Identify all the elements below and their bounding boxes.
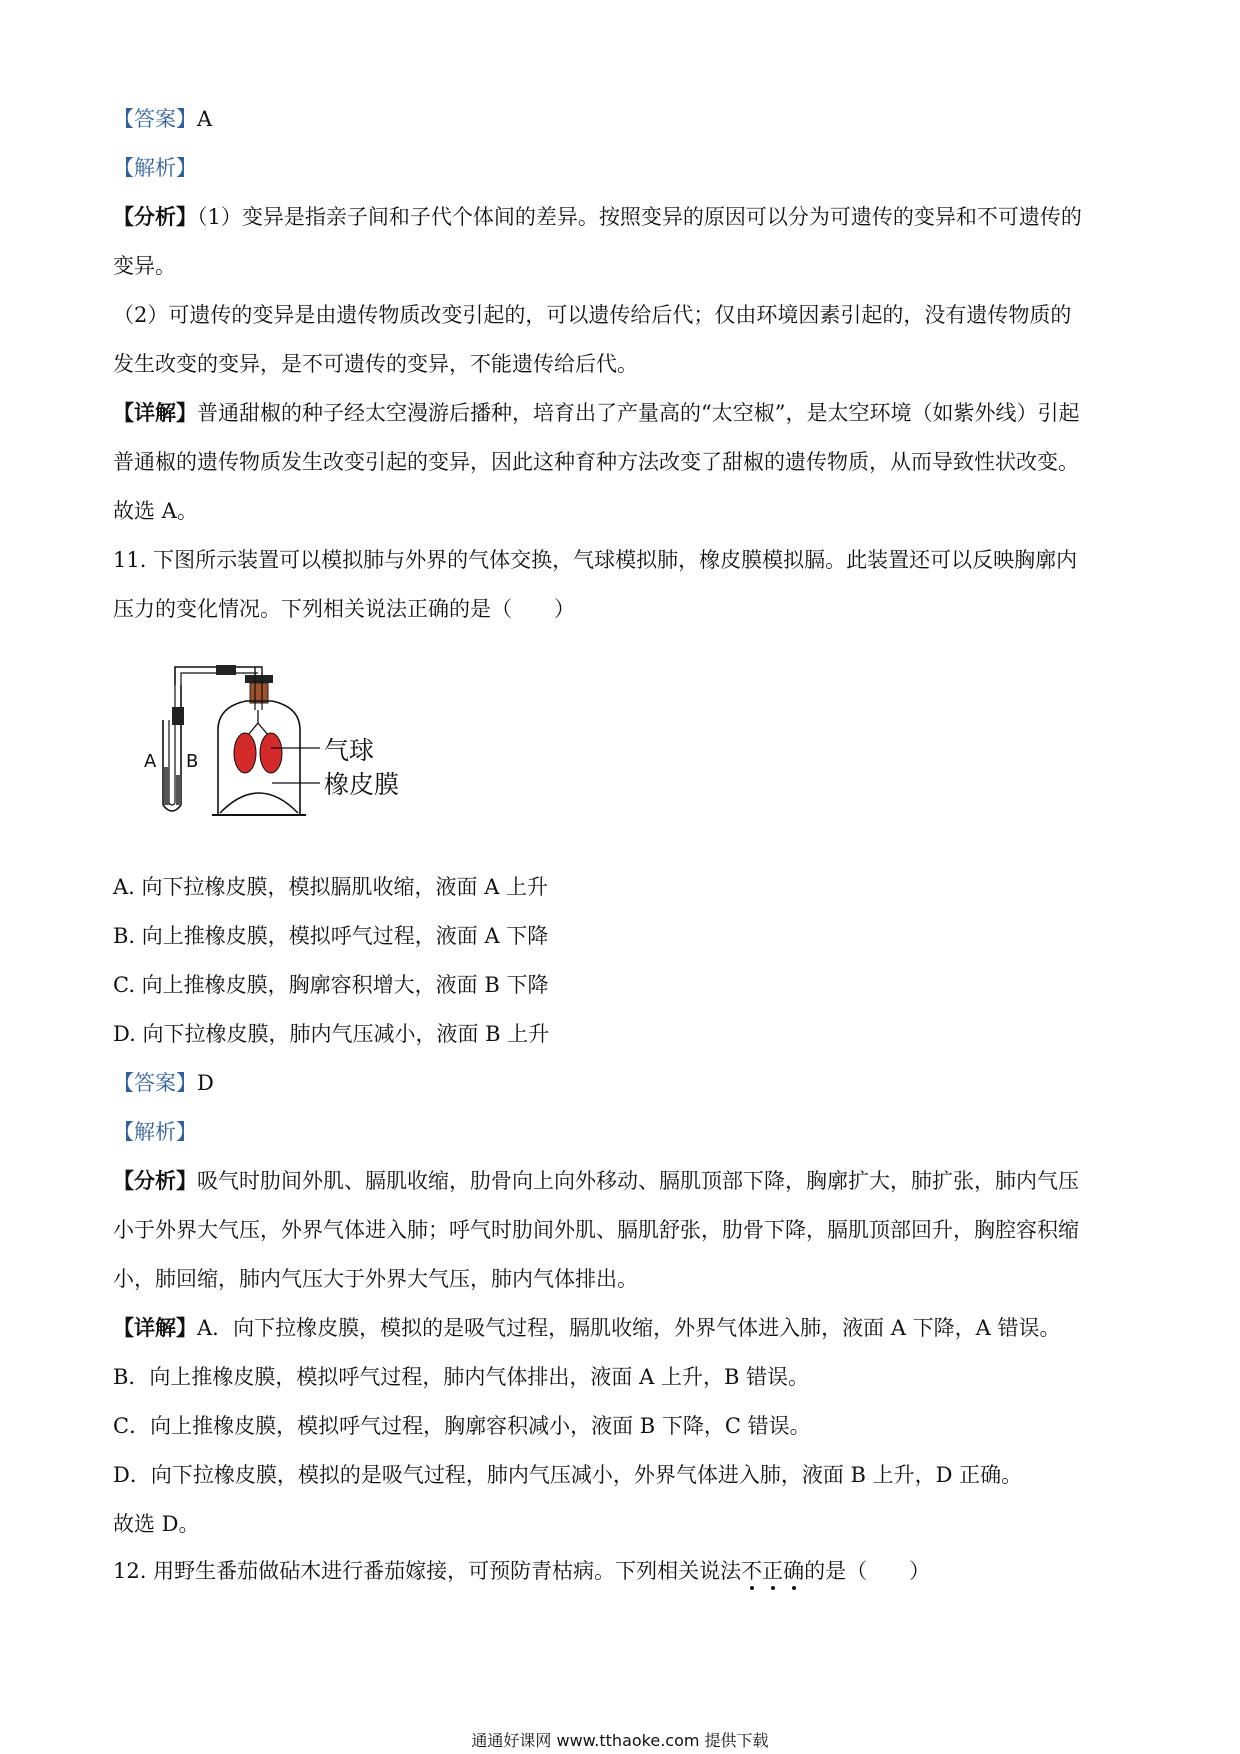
bell-jar-stopper bbox=[250, 683, 268, 703]
detail-tag: 【详解】 bbox=[113, 1315, 197, 1340]
detail-line bbox=[113, 1362, 809, 1392]
answer-tag: 【答案】 bbox=[113, 107, 197, 131]
question-text: 12. 用野生番茄做砧木进行番茄嫁接，可预防青枯病。下列相关说法 bbox=[113, 1559, 742, 1583]
balloon-right bbox=[260, 733, 282, 773]
conclusion-text: 故选 D。 bbox=[113, 1512, 200, 1536]
page-footer: 通通好课网 www.tthaoke.com 提供下载 bbox=[471, 1731, 769, 1750]
bell-jar bbox=[218, 701, 300, 815]
u-tube-bend-inner bbox=[169, 803, 175, 805]
detail-text: 普通椒的遗传物质发生改变引起的变异，因此这种育种方法改变了甜椒的遗传物质，从而导致性状改变。 bbox=[113, 450, 1079, 474]
explanation-tag: 【解析】 bbox=[113, 156, 197, 180]
option-text: A. 向下拉橡皮膜，模拟膈肌收缩，液面 A 上升 bbox=[113, 875, 549, 899]
option-text: C. 向上推橡皮膜，胸廓容积增大，液面 B 下降 bbox=[113, 973, 549, 997]
connector-clamp bbox=[172, 707, 184, 725]
bronchi bbox=[248, 710, 268, 735]
analysis-line bbox=[113, 1215, 1079, 1245]
label-b: B bbox=[186, 751, 199, 772]
analysis-text: 小，肺回缩，肺内气压大于外界大气压，肺内气体排出。 bbox=[113, 1267, 638, 1291]
option-text: D. 向下拉橡皮膜，肺内气压减小，液面 B 上升 bbox=[113, 1022, 550, 1046]
analysis-tag: 【分析】 bbox=[113, 204, 197, 229]
option-text: B. 向上推橡皮膜，模拟呼气过程，液面 A 下降 bbox=[113, 924, 549, 948]
bell-jar-stopper-top bbox=[245, 675, 273, 683]
label-a: A bbox=[144, 751, 157, 772]
detail-line bbox=[113, 447, 1079, 477]
analysis-text: 吸气时肋间外肌、膈肌收缩，肋骨向上向外移动、膈肌顶部下降，胸廓扩大，肺扩张，肺内气压 bbox=[197, 1169, 1079, 1193]
analysis-line bbox=[113, 1166, 1079, 1196]
balloon-left bbox=[234, 733, 256, 773]
detail-tag: 【详解】 bbox=[113, 400, 197, 425]
analysis-line bbox=[113, 251, 176, 281]
detail-text: B．向上推橡皮膜，模拟呼气过程，肺内气体排出，液面 A 上升，B 错误。 bbox=[113, 1365, 810, 1389]
explanation-tag: 【解析】 bbox=[113, 1120, 197, 1144]
analysis-line bbox=[113, 1264, 638, 1294]
label-membrane: 橡皮膜 bbox=[324, 770, 400, 799]
detail-line bbox=[113, 1313, 1061, 1343]
question-12-stem bbox=[113, 1556, 930, 1586]
analysis-text: 小于外界大气压，外界气体进入肺；呼气时肋间外肌、膈肌舒张，肋骨下降，膈肌顶部回升，胸腔容积缩 bbox=[113, 1218, 1079, 1242]
analysis-text: 变异。 bbox=[113, 254, 176, 278]
question-text: 11. 下图所示装置可以模拟肺与外界的气体交换，气球模拟肺，橡皮膜模拟膈。此装置还可以反映胸廓内 bbox=[113, 548, 1078, 572]
answer-tag: 【答案】 bbox=[113, 1071, 197, 1095]
conclusion-line bbox=[113, 1509, 200, 1539]
analysis-tag: 【分析】 bbox=[113, 1168, 197, 1193]
answer-value: A bbox=[197, 107, 213, 131]
emphasis-char: 确 bbox=[783, 1559, 805, 1583]
analysis-line bbox=[113, 349, 638, 379]
tube-joint bbox=[216, 665, 236, 675]
question-11-stem bbox=[113, 594, 575, 624]
option-c bbox=[113, 970, 548, 1000]
analysis-line bbox=[113, 202, 1082, 232]
u-tube-bend bbox=[163, 805, 181, 811]
question-11-stem bbox=[113, 545, 1077, 575]
detail-text: D．向下拉橡皮膜，模拟的是吸气过程，肺内气压减小，外界气体进入肺，液面 B 上升，D 正确。 bbox=[113, 1463, 1023, 1487]
rubber-membrane bbox=[220, 793, 298, 813]
detail-line bbox=[113, 1411, 811, 1441]
question-text: 的是（ ） bbox=[804, 1559, 931, 1583]
explanation-heading bbox=[113, 1117, 197, 1147]
liquid-column-b bbox=[176, 775, 181, 805]
detail-line bbox=[113, 1460, 1022, 1490]
label-balloon: 气球 bbox=[324, 736, 375, 765]
conclusion-text: 故选 A。 bbox=[113, 499, 198, 523]
analysis-line bbox=[113, 300, 1071, 330]
question-text: 压力的变化情况。下列相关说法正确的是（ ） bbox=[113, 597, 575, 621]
answer-line-11 bbox=[113, 1068, 214, 1098]
detail-line bbox=[113, 398, 1079, 428]
detail-text: A．向下拉橡皮膜，模拟的是吸气过程，膈肌收缩，外界气体进入肺，液面 A 下降，A 错误。 bbox=[197, 1316, 1061, 1340]
emphasis-char: 不 bbox=[741, 1559, 763, 1583]
analysis-text: （1）变异是指亲子间和子代个体间的差异。按照变异的原因可以分为可遗传的变异和不可遗传的 bbox=[197, 205, 1082, 229]
analysis-text: 发生改变的变异，是不可遗传的变异，不能遗传给后代。 bbox=[113, 352, 638, 376]
option-a bbox=[113, 872, 548, 902]
analysis-text: （2）可遗传的变异是由遗传物质改变引起的，可以遗传给后代；仅由环境因素引起的，没有遗传物质的 bbox=[113, 303, 1072, 327]
option-b bbox=[113, 921, 548, 951]
liquid-column-a bbox=[164, 767, 169, 805]
answer-line-10 bbox=[113, 104, 212, 134]
emphasis-char: 正 bbox=[762, 1559, 784, 1583]
answer-value: D bbox=[197, 1071, 214, 1095]
detail-text: C．向上推橡皮膜，模拟呼气过程，胸廓容积减小，液面 B 下降，C 错误。 bbox=[113, 1414, 811, 1438]
explanation-heading bbox=[113, 153, 197, 183]
lung-model-figure bbox=[140, 655, 460, 830]
detail-text: 普通甜椒的种子经太空漫游后播种，培育出了产量高的“太空椒”，是太空环境（如紫外线）引起 bbox=[197, 401, 1080, 425]
conclusion-line bbox=[113, 496, 198, 526]
option-d bbox=[113, 1019, 549, 1049]
